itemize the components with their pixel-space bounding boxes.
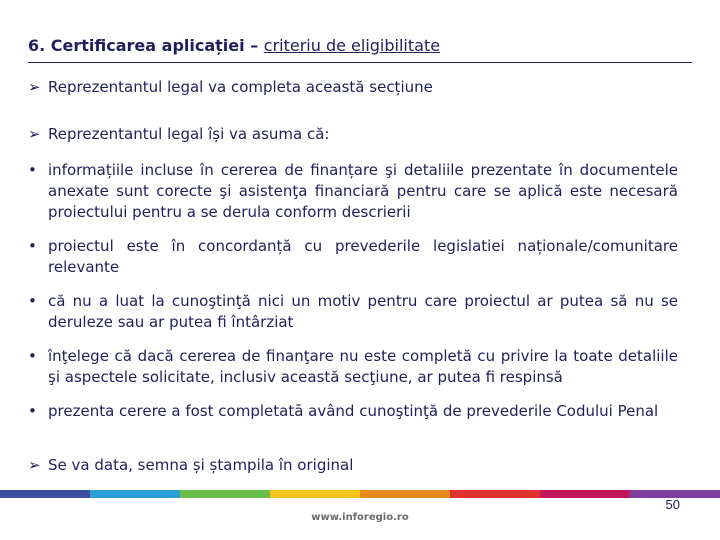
footer-bar-segment: [450, 490, 540, 498]
slide-title: [28, 36, 440, 55]
arrow-item-1: [28, 78, 433, 96]
page-number: 50: [665, 497, 680, 512]
bullet-text: înţelege că dacă cererea de finanţare nu este completă cu privire la toate detaliile şi aspectele solicitate, inclusiv această secţiune, ar putea fi respinsă: [48, 347, 678, 386]
bullet-item-4: [28, 346, 678, 388]
arrow-item-text: Reprezentantul legal va completa această secțiune: [48, 78, 433, 96]
dot-bullet-icon: •: [28, 237, 37, 255]
title-divider: [28, 62, 692, 63]
bullet-text: că nu a luat la cunoştinţă nici un motiv pentru care proiectul ar putea să nu se deruleze sau ar putea fi întârziat: [48, 292, 678, 331]
arrow-item-text: Reprezentantul legal își va asuma că:: [48, 125, 330, 143]
title-main: 6. Certificarea aplicației: [28, 36, 245, 55]
footer-color-bar: [0, 490, 720, 498]
bullet-item-3: [28, 291, 678, 333]
footer-bar-segment: [180, 490, 270, 498]
bullet-text: prezenta cerere a fost completatā având cunoştinţă de prevederile Codului Penal: [48, 402, 659, 420]
dot-bullet-icon: •: [28, 347, 37, 365]
closing-line-text: Se va data, semna și ștampila în original: [48, 456, 354, 474]
arrow-bullet-icon: ➢: [28, 456, 41, 474]
footer-bar-segment: [360, 490, 450, 498]
bullet-text: informațiile incluse în cererea de finanțare şi detaliile prezentate în documentele anexate sunt corecte şi asistenţa financiară pentru care se aplică este necesară proiectului pentru a se derula conform descrierii: [48, 161, 678, 221]
title-subtitle: criteriu de eligibilitate: [263, 36, 441, 55]
bullet-item-2: [28, 236, 678, 278]
footer-url[interactable]: www.inforegio.ro: [311, 512, 409, 523]
title-separator: –: [244, 36, 264, 55]
footer-bar-segment: [270, 490, 360, 498]
dot-bullet-icon: •: [28, 161, 37, 179]
arrow-item-2: [28, 125, 329, 143]
footer-bar-segment: [0, 490, 90, 498]
bullet-text: proiectul este în concordanță cu prevederile legislatiei naționale/comunitare relevante: [48, 237, 678, 276]
arrow-item-3: [28, 456, 353, 474]
dot-bullet-icon: •: [28, 292, 37, 310]
arrow-bullet-icon: ➢: [28, 125, 41, 143]
bullet-item-5: [28, 401, 678, 422]
footer-bar-segment: [90, 490, 180, 498]
arrow-bullet-icon: ➢: [28, 78, 41, 96]
dot-bullet-icon: •: [28, 402, 37, 420]
footer-bar-segment: [540, 490, 630, 498]
bullet-item-1: [28, 160, 678, 223]
